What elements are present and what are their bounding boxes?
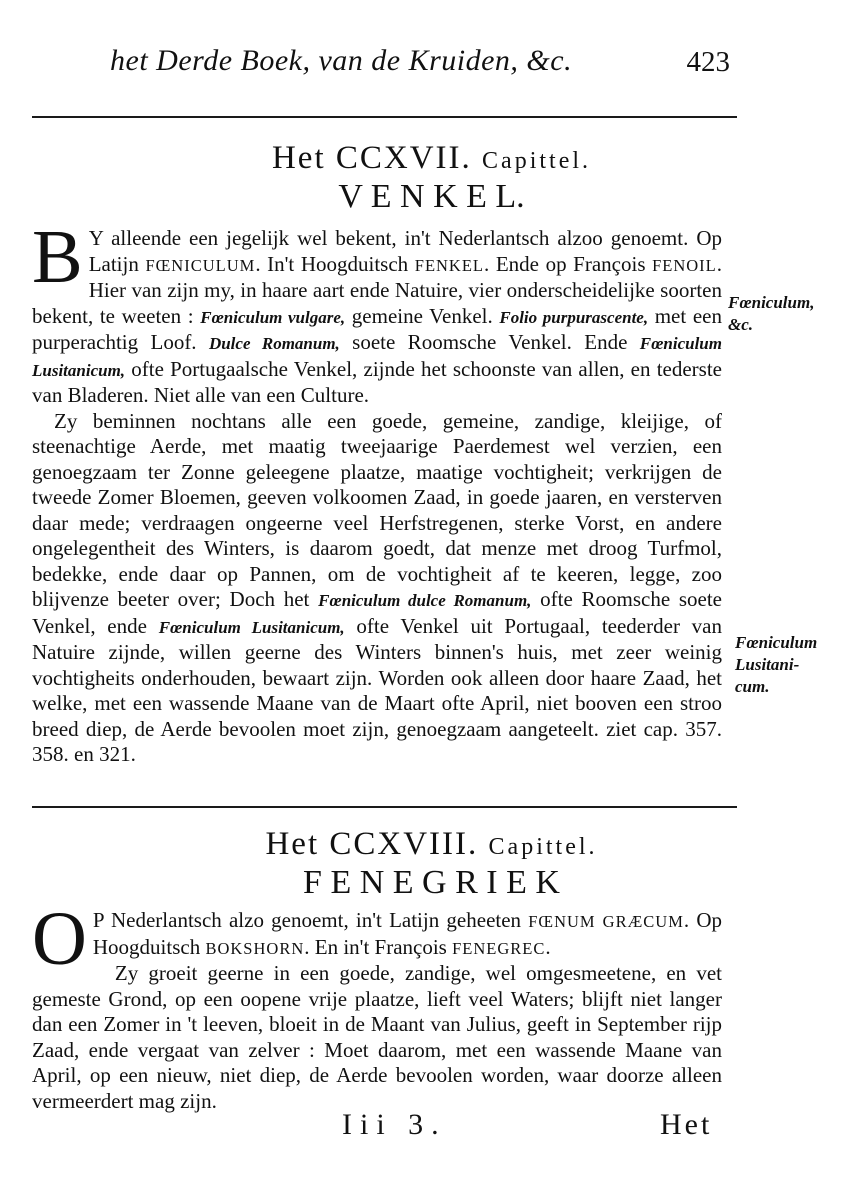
venkel-paragraph-2	[32, 409, 722, 768]
margin-note-line: Lusitani-	[735, 655, 800, 674]
text-run: Zy beminnen nochtans alle een goede, gemeine, zandige, kleijige, of steenachtige Aerde, met maatig tweejaarige Paerdemest wel verzien, een genoegzaam ter Zonne geleegene plaatze, maatige vochtigheit; verkrijgen de tweede Zomer Bloemen, geeven volkoomen Zaad, in goede jaaren, en versterven daar mede; verdraagen ongeerne veel Herfstregenen, sterke Vorst, en andere ongelegentheit des Winters, is daarom goedt, dat menze met droog Turfmol, bedekke, ende daar op Pannen, om de vochtigheit af te keeren, legge, zoo blijvenze beeter over; Doch het	[32, 408, 722, 611]
header-rule	[32, 116, 737, 118]
latin-name: Dulce Romanum,	[208, 334, 340, 353]
chapter-heading-number: CCXVII.	[335, 140, 472, 176]
margin-note-line: &c.	[728, 315, 754, 334]
latin-name: Fœniculum Lusitanicum,	[158, 617, 345, 637]
chapter-heading-capittel: Capittel.	[482, 148, 592, 174]
small-caps-term: BOKSHORN	[205, 938, 305, 958]
text-run: gemeine Venkel.	[345, 303, 500, 328]
margin-note-line: Fœniculum,	[728, 293, 815, 312]
small-caps-term: FENOIL	[652, 255, 717, 275]
text-run: . En in't François	[304, 934, 453, 959]
text-run: ofte Roomsche soete Venkel, ende	[32, 587, 722, 638]
running-head	[110, 44, 730, 84]
fenegriek-paragraph-2	[32, 961, 722, 1114]
margin-note-line: Fœniculum	[735, 633, 818, 652]
small-caps-term: FENKEL	[414, 255, 485, 275]
running-head-title: het Derde Boek, van de Kruiden, &c.	[110, 44, 573, 77]
text-run: soete Roomsche Venkel. Ende	[339, 330, 640, 354]
margin-note-foeniculum	[728, 292, 814, 336]
chapter-heading-het: Het	[271, 140, 326, 176]
text-run: . Hier van zijn my, in haare aart ende Natuire, vier onderscheidelijke soorten bekent, te weeten :	[32, 251, 722, 328]
text-run: P Nederlantsch alzo genoemt, in't Latijn geheeten	[92, 908, 529, 932]
text-run: .	[545, 934, 551, 959]
chapter-heading-capittel: Capittel.	[488, 834, 598, 860]
chapter-heading-ccxviii	[0, 826, 863, 863]
small-caps-term: FŒNUM GRÆCUM	[528, 912, 684, 931]
dropcap-o: O	[32, 897, 87, 981]
plant-name-fenegriek: F E N E G R I E K	[303, 864, 560, 901]
small-caps-term: FENEGREC	[452, 938, 546, 958]
margin-note-lusitanicum	[735, 632, 817, 698]
chapter-heading-het: Het	[265, 826, 320, 862]
text-run: met een purperachtig Loof.	[32, 303, 722, 354]
dropcap-b: B	[32, 215, 83, 299]
latin-name: Fœniculum dulce Romanum,	[318, 591, 532, 610]
margin-note-line: cum.	[735, 677, 770, 696]
chapter-heading-number: CCXVIII.	[329, 826, 479, 862]
latin-name: Fœniculum Lusitanicum,	[32, 334, 722, 380]
fenegriek-paragraph-1	[32, 908, 722, 961]
text-run: . Ende op François	[484, 251, 653, 276]
text-run: Zy groeit geerne in een goede, zandige, wel omgesmeetene, en vet gemeste Grond, op een oopene vrije plaatze, lieft veel Waters; blijft niet langer dan een Zomer in 't leeven, bloeit in de Maant van Julius, geeft in September rijp Zaad, ende vergaat van zelver : Moet daarom, met een wassende Maane van April, op een nieuw, niet diep, de Aerde bevoolen worden, waar doorze alleen vermeerdert mag zijn.	[32, 961, 722, 1113]
text-run: Y alleende een jegelijk wel bekent, in't Nederlantsch alzoo genoemt. Op Latijn	[88, 226, 722, 276]
latin-name: Folio purpurascente,	[499, 307, 649, 327]
plant-name-venkel: V E N K E L.	[338, 178, 525, 215]
chapter-heading-ccxvii	[0, 140, 863, 177]
chapter-ccxvii-body	[32, 215, 722, 768]
page-footer	[0, 1108, 863, 1148]
text-run: . In't Hoogduitsch	[255, 251, 415, 276]
chapter-divider-rule	[32, 806, 737, 808]
catchword: Het	[660, 1108, 713, 1141]
venkel-paragraph-1	[32, 215, 722, 409]
text-run: . Op Hoogduitsch	[92, 908, 722, 959]
latin-name: Fœniculum vulgare,	[200, 307, 346, 327]
page-number: 423	[686, 46, 730, 78]
text-run: ofte Portugaalsche Venkel, zijnde het schoonste van allen, en tederste van Bladeren. Niet alle van een Culture.	[32, 356, 722, 407]
text-run: ofte Venkel uit Portugaal, teederder van Natuire zijnde, willen geerne des Winters binnen's huis, met zeer weinig vochtigheits onderhouden, bewaart zijn. Worden ook alleen door haare Zaad, het welke, met een wassende Maane van de Maart ofte April, niet booven een stroo breed diep, de Aerde bevoolen moet zijn, genoegzaam aangeteelt. ziet cap. 357. 358. en 321.	[32, 613, 722, 766]
small-caps-term: FŒNICULUM	[145, 255, 256, 275]
signature-mark: Iii 3.	[342, 1108, 447, 1141]
chapter-ccxviii-body	[32, 897, 722, 1114]
